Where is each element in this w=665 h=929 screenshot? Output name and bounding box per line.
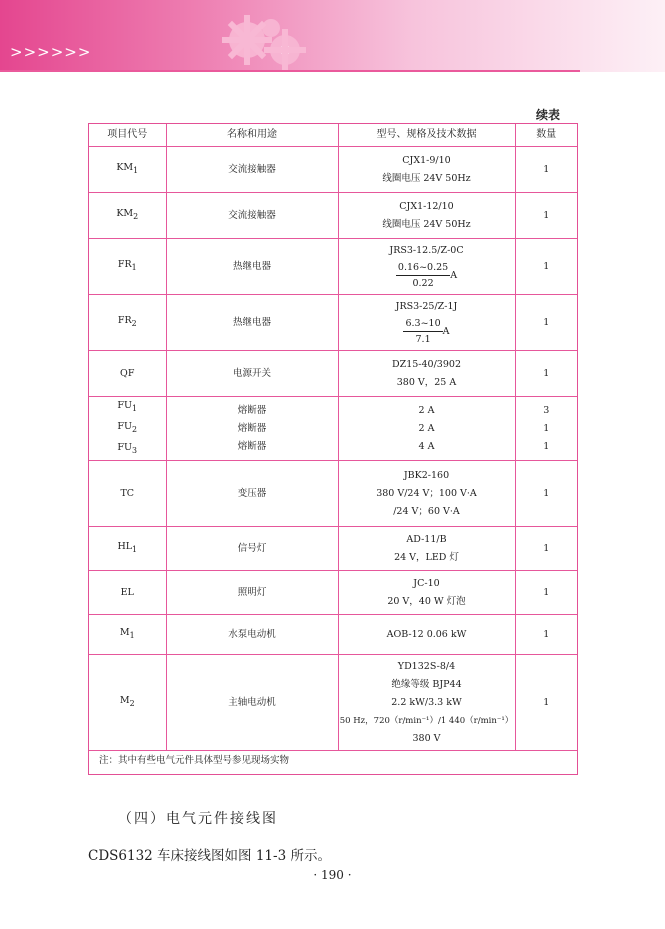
item-code: $M_1$ — [89, 615, 166, 655]
item-spec: JRS3-25/Z-1J $\frac{6.3\sim 10}{7.1}$ A — [338, 295, 515, 351]
item-spec: JRS3-12.5/Z-0C $\frac{0.16\sim 0.25}{0.22}$ A — [338, 239, 515, 295]
continued-table-label: 续表 — [536, 108, 561, 122]
item-spec: AOB-12 0.06 kW — [338, 615, 515, 655]
item-spec: JC-10 20 V，40 W 灯泡 — [338, 571, 515, 615]
item-code: TC — [89, 461, 166, 527]
item-code: $HL_1$ — [89, 527, 166, 571]
table-row — [89, 351, 577, 397]
header-rule — [0, 70, 580, 72]
col-header-spec: 型号、规格及技术数据 — [338, 124, 515, 147]
page-header-band — [0, 0, 665, 72]
item-code: QF — [89, 351, 166, 397]
item-qty: 1 — [515, 295, 577, 351]
table-row — [89, 655, 577, 751]
table-row — [89, 295, 577, 351]
item-name: 熔断器 熔断器 熔断器 — [166, 397, 338, 461]
section-heading: （四）电气元件接线图 — [118, 811, 278, 827]
table-row — [89, 193, 577, 239]
table-row — [89, 397, 577, 461]
col-header-name: 名称和用途 — [166, 124, 338, 147]
item-name: 变压器 — [166, 461, 338, 527]
item-code: EL — [89, 571, 166, 615]
item-qty: 1 — [515, 351, 577, 397]
item-spec: DZ15-40/3902 380 V，25 A — [338, 351, 515, 397]
item-qty: 1 — [515, 571, 577, 615]
current-range-fraction: $\frac{6.3\sim 10}{7.1}$ — [405, 318, 441, 345]
current-range-fraction: $\frac{0.16\sim 0.25}{0.22}$ — [397, 262, 449, 289]
item-name: 信号灯 — [166, 527, 338, 571]
page-number: · 190 · — [313, 868, 352, 882]
item-qty: 1 — [515, 615, 577, 655]
item-spec: JBK2-160 380 V/24 V；100 V·A /24 V；60 V·A — [338, 461, 515, 527]
item-name: 热继电器 — [166, 295, 338, 351]
item-qty: 1 — [515, 527, 577, 571]
item-qty: 1 — [515, 461, 577, 527]
gears-icon — [215, 14, 325, 72]
item-code: $KM_1$ — [89, 147, 166, 193]
item-spec: AD-11/B 24 V，LED 灯 — [338, 527, 515, 571]
table-row — [89, 527, 577, 571]
item-name: 交流接触器 — [166, 193, 338, 239]
item-code: $FU_1$ $FU_2$ $FU_3$ — [89, 397, 166, 461]
item-code: $FR_1$ — [89, 239, 166, 295]
table-header-row — [89, 124, 577, 147]
item-code: $KM_2$ — [89, 193, 166, 239]
table-row — [89, 461, 577, 527]
table-row — [89, 615, 577, 655]
item-qty: 1 — [515, 655, 577, 751]
item-code: $FR_2$ — [89, 295, 166, 351]
item-qty: 1 — [515, 193, 577, 239]
item-qty: 1 — [515, 147, 577, 193]
col-header-code: 项目代号 — [89, 124, 166, 147]
component-table — [88, 123, 578, 775]
chevrons-decoration: >>>>>> — [10, 43, 92, 61]
item-spec: CJX1-12/10 线圈电压 24V 50Hz — [338, 193, 515, 239]
item-name: 交流接触器 — [166, 147, 338, 193]
body-paragraph: CDS6132 车床接线图如图 11-3 所示。 — [88, 848, 331, 864]
item-spec: CJX1-9/10 线圈电压 24V 50Hz — [338, 147, 515, 193]
table-row — [89, 571, 577, 615]
table-note: 注：其中有些电气元件具体型号参见现场实物 — [89, 751, 577, 772]
table-row — [89, 239, 577, 295]
item-spec: YD132S-8/4 绝缘等级 BJP44 2.2 kW/3.3 kW 50 Hz，720（r/min⁻¹）/1 440（r/min⁻¹） 380 V — [338, 655, 515, 751]
item-name: 照明灯 — [166, 571, 338, 615]
item-name: 热继电器 — [166, 239, 338, 295]
item-qty: 1 — [515, 239, 577, 295]
item-name: 水泵电动机 — [166, 615, 338, 655]
table-row — [89, 147, 577, 193]
item-code: $M_2$ — [89, 655, 166, 751]
item-name: 电源开关 — [166, 351, 338, 397]
table-note-row — [89, 751, 577, 772]
item-qty: 3 1 1 — [515, 397, 577, 461]
col-header-qty: 数量 — [515, 124, 577, 147]
item-spec: 2 A 2 A 4 A — [338, 397, 515, 461]
item-name: 主轴电动机 — [166, 655, 338, 751]
